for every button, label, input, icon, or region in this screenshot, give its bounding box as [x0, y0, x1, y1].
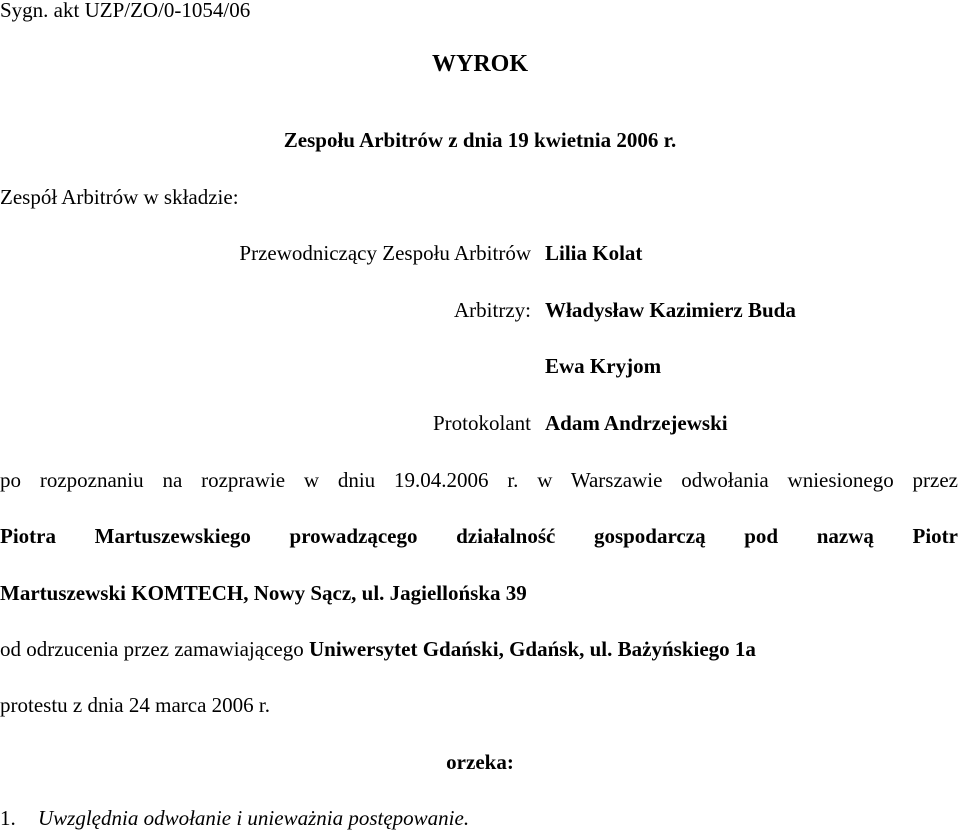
appellant-line-2: Martuszewski KOMTECH, Nowy Sącz, ul. Jagiellońska 39 — [0, 581, 527, 605]
rules-label: orzeka: — [446, 750, 514, 774]
case-signature: Sygn. akt UZP/ZO/0-1054/06 — [0, 0, 251, 22]
ruling-number: 1. — [0, 806, 16, 830]
arbiter-name-2: Ewa Kryjom — [545, 354, 662, 378]
appellant-line-1: Piotra Martuszewskiego prowadzącego działalność gospodarczą pod nazwą Piotr — [0, 524, 958, 548]
recorder-label: Protokolant — [433, 411, 531, 435]
ruling-item — [0, 808, 469, 829]
panel-date-line: Zespołu Arbitrów z dnia 19 kwietnia 2006 r. — [283, 128, 677, 152]
protest-line: protestu z dnia 24 marca 2006 r. — [0, 693, 271, 717]
chair-label: Przewodniczący Zespołu Arbitrów — [239, 241, 531, 265]
contracting-authority: Uniwersytet Gdański, Gdańsk, ul. Bażyńskiego 1a — [308, 637, 756, 661]
ruling-text: Uwzględnia odwołanie i unieważnia postępowanie. — [38, 806, 470, 830]
recorder-name: Adam Andrzejewski — [545, 411, 728, 435]
arbiter-name-1: Władysław Kazimierz Buda — [545, 298, 796, 322]
rejection-prefix: od odrzucenia przez zamawiającego — [0, 637, 304, 661]
panel-composition-intro: Zespół Arbitrów w składzie: — [0, 185, 239, 209]
hearing-paragraph: po rozpoznaniu na rozprawie w dniu 19.04.2006 r. w Warszawie odwołania wniesionego przez — [0, 468, 958, 492]
verdict-title: WYROK — [432, 51, 528, 77]
arbiters-label: Arbitrzy: — [454, 298, 531, 322]
chair-name: Lilia Kolat — [545, 241, 643, 265]
rejection-line — [0, 639, 756, 660]
